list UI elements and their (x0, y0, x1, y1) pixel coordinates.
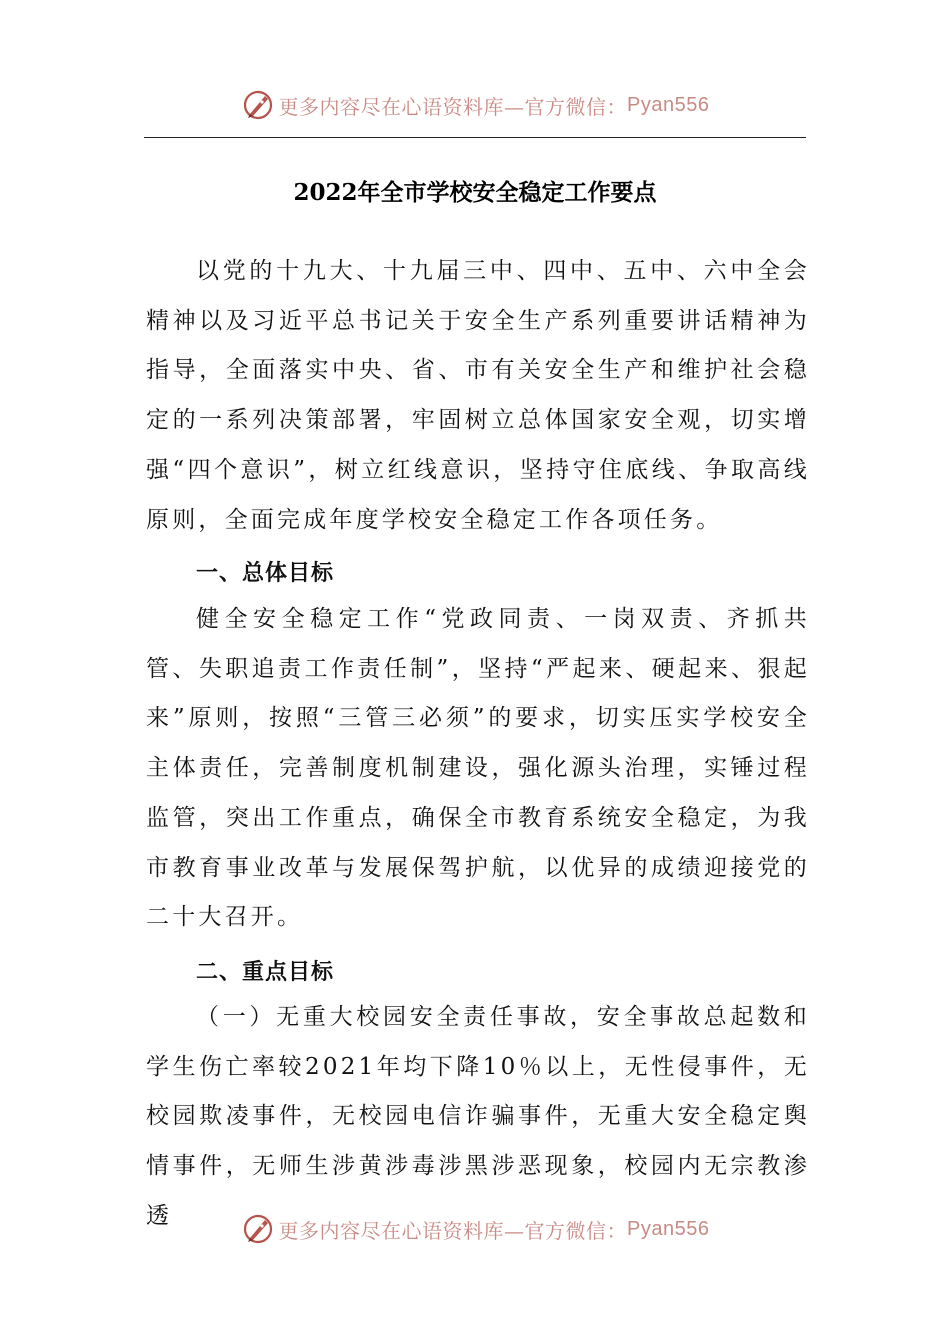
watermark-wechat-id: Pyan556 (627, 1217, 710, 1240)
watermark-text: 更多内容尽在心语资料库—官方微信： (278, 94, 628, 119)
document-title: 2022年全市学校安全稳定工作要点 (293, 179, 657, 206)
footer-watermark (0, 1204, 950, 1254)
watermark-text: 更多内容尽在心语资料库—官方微信： (278, 1218, 628, 1243)
overall-goals-paragraph: 健全安全稳定工作“党政同责、一岗双责、齐抓共管、失职追责工作责任制”，坚持“严起来、硬起来、狠起来”原则，按照“三管三必须”的要求，切实压实学校安全主体责任，完善制度机制建设，强化源头治理，实锤过程监管，突出工作重点，确保全市教育系统安全稳定，为我市教育事业改革与发展保驾护航，以优异的成绩迎接党的二十大召开。 (146, 606, 810, 931)
pen-circle-logo-icon (241, 88, 275, 122)
watermark-wechat-id: Pyan556 (627, 93, 710, 116)
intro-paragraph: 以党的十九大、十九届三中、四中、五中、六中全会精神以及习近平总书记关于安全生产系列重要讲话精神为指导，全面落实中央、省、市有关安全生产和维护社会稳定的一系列决策部署，牢固树立总体国家安全观，切实增强“四个意识”，树立红线意识，坚持守住底线、争取高线原则，全面完成年度学校安全稳定工作各项任务。 (146, 258, 810, 533)
header-watermark (0, 80, 950, 130)
key-goals-paragraph: （一）无重大校园安全责任事故，安全事故总起数和学生伤亡率较2021年均下降10％以上，无性侵事件，无校园欺凌事件，无校园电信诈骗事件，无重大安全稳定舆情事件，无师生涉黄涉毒涉黑涉恶现象，校园内无宗教渗透 (146, 1004, 810, 1229)
section-heading-key-goals: 二、重点目标 (196, 960, 335, 985)
header-divider (144, 137, 806, 138)
pen-circle-logo-icon (241, 1212, 275, 1246)
section-heading-overall-goals: 一、总体目标 (196, 561, 335, 586)
